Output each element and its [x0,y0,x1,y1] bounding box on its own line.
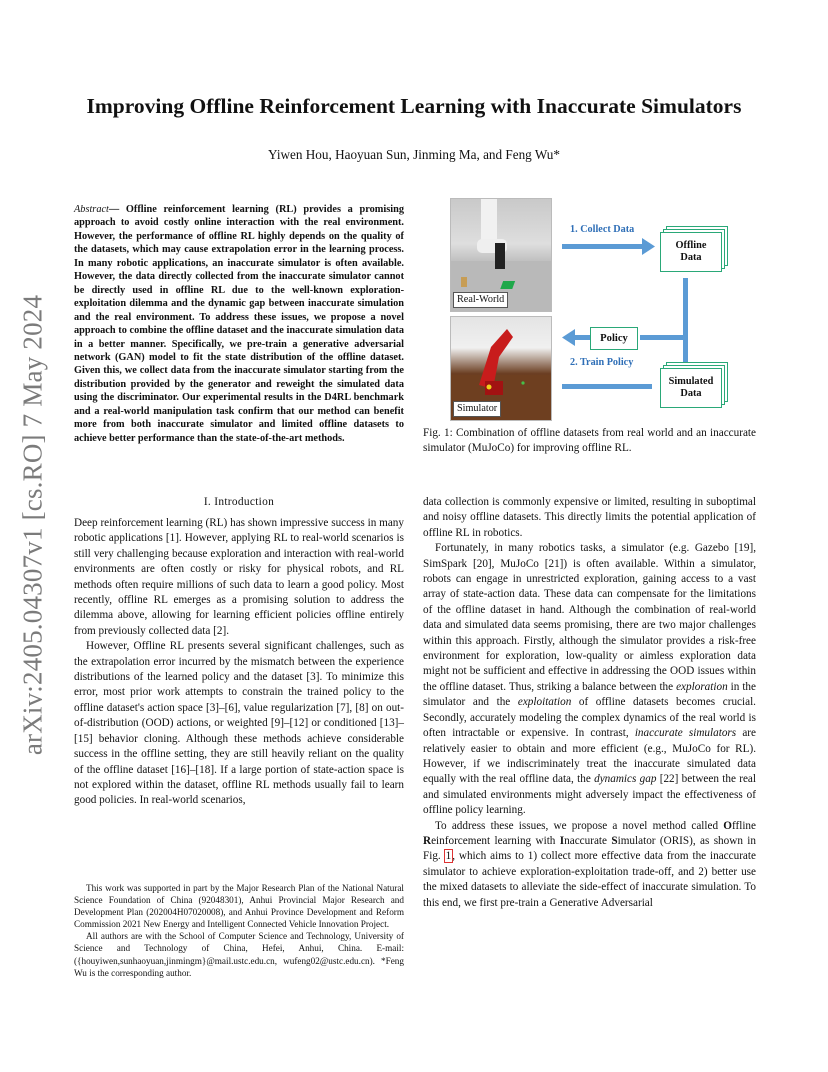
acronym-letter-s: S [611,834,618,847]
right-column-body [423,495,756,911]
affiliation-footnote: All authors are with the School of Computer Science and Technology, University of Science and Technology of China, Hefei, Anhui, China. E-mail: ({houyiwen,sunhaoyuan,jinmingm}@mail.ustc.edu.cn, wufeng02@ustc.edu.cn). *Feng Wu is the corresponding author. [74,931,404,978]
figure-1-link[interactable]: 1 [445,850,452,863]
intro-paragraph-2: However, Offline RL presents several significant challenges, such as the extrapolation error incurred by the mismatch between the experience distributions of the learned policy and the dataset [3]. To minimize this error, most prior work attempts to constrain the trained policy to the offline dataset's action space [3]–[6], value regularization [7], [8] on out-of-distribution (OOD) actions, or weighted [9]–[12] or conditioned [13]–[15] behavior cloning. Although these methods achieve considerable success in the offline setting, they are still heavily reliant on the quality of the offline dataset [16]–[18]. If a large portion of state-action space is not explored within the dataset, offline RL methods usually fail to learn good policies. In real-world scenarios, [74,640,404,807]
abstract-text: — Offline reinforcement learning (RL) provides a promising approach to avoid costly online interaction with the real environment. However, the performance of offline RL highly depends on the quality of the datasets, which may cause extrapolation error in the learning process. In many robotic applications, an inaccurate simulator is often available. However, the data directly collected from the inaccurate simulator cannot be directly used in offline RL due to the well-known exploration-exploitation dilemma and the dynamic gap between inaccurate simulation and the real environment. To address these issues, we propose a novel approach to combine the offline dataset and the inaccurate simulation data in a better manner. Specifically, we pre-train a generative adversarial network (GAN) model to fit the state distribution of the offline dataset. Given this, we collect data from the inaccurate simulator starting from the distribution provided by the generator and reweight the simulated data using the discriminator. Our experimental results in the D4RL benchmark and a real-world manipulation task confirm that our method can benefit more from both inaccurate simulator and limited offline datasets to achieve better performance than the state-of-the-art methods. [74,204,404,444]
p3-text-d: naccurate [564,834,612,847]
real-world-label: Real-World [453,292,508,308]
emphasis-exploitation: exploitation [517,696,572,709]
arxiv-stamp [18,285,48,765]
footnotes [74,882,404,979]
policy-box: Policy [590,327,638,350]
simulator-label: Simulator [453,401,501,417]
author-list: Yiwen Hou, Haoyuan Sun, Jinming Ma, and Feng Wu* [268,147,560,162]
offline-data-line1: Offline [675,239,707,251]
simulated-data-stack [660,362,724,402]
right-paragraph-3 [423,819,756,911]
right-paragraph-1: data collection is commonly expensive or limited, resulting in suboptimal and noisy offline datasets. This directly limits the potential application of offline RL in robotics. [423,496,756,539]
train-policy-label: 2. Train Policy [570,357,634,368]
acronym-letter-r: R [423,834,432,847]
p3-text-f: , which aims to 1) collect more effective data from the inaccurate simulator to achieve exploration-exploitation trade-off, and 2) better use the mixed datasets to alleviate the side-effect of inaccurate simulation. To this end, we first pre-train a Generative Adversarial [423,850,756,909]
simulated-data-line1: Simulated [668,375,714,387]
emphasis-exploration: exploration [676,680,728,693]
intro-paragraph-1: Deep reinforcement learning (RL) has shown impressive success in many robotic applications [1]. However, applying RL to real-world scenarios is still very challenging because exploration and interaction with real-world environments are often costly or risky for physical robots, and RL methods often require millions of such data to learn a good policy. Most recently, offline RL emerges as a promising solution to address the dilemma above, allowing for learning efficient policies offline entirely from previously collected data [2]. [74,517,404,637]
right-paragraph-2 [423,541,756,818]
offline-data-line2: Data [680,252,702,263]
arxiv-stamp-text: arXiv:2405.04307v1 [cs.RO] 7 May 2024 [17,294,48,756]
abstract [74,203,404,445]
acronym-letter-o: O [723,819,732,832]
p3-text-b: ffline [731,819,756,832]
paper-title: Improving Offline Reinforcement Learning with Inaccurate Simulators [86,94,742,118]
emphasis-dynamics-gap: dynamics gap [594,773,657,786]
figure-caption: Fig. 1: Combination of offline datasets from real world and an inaccurate simulator (MuJoCo) for improving offline RL. [423,427,756,455]
p2-text-c: of offline datasets becomes crucial. Secondly, accurately modeling the complex dynamics of the real world is often intractable or expensive. In contrast, [423,696,756,740]
simulated-data-line2: Data [680,388,702,399]
funding-footnote: This work was supported in part by the Major Research Plan of the National Natural Science Foundation of China (92048301), Anhui Provincial Major Research and Development Plan (202004H07020008), and Anhui Province Development and Reform Commission 2021 New Energy and Intelligent Connected Vehicle Innovation Project. [74,883,404,930]
p3-text-e: imulator (ORIS), as shown in Fig. [423,834,756,863]
acronym-letter-i: I [559,834,565,847]
p3-text-a: To address these issues, we propose a novel method called [435,819,724,832]
offline-data-stack [660,226,724,266]
section-heading: I. Introduction [203,496,275,508]
collect-data-label: 1. Collect Data [570,224,635,235]
p2-text-a: Fortunately, in many robotics tasks, a simulator (e.g. Gazebo [19], SimSpark [20], MuJoCo [21]) is often available. Within a simulator, robots can engage in unrestricted exploration, gaining access to a vast array of state-action data. These data can compensate for the limitations of the offline dataset in hand. Although the combination of real-world data and simulated data seems promising, there are two major challenges within this approach. Firstly, although the simulator provides a risk-free environment for exploration, low-quality or aimless exploration data might not be sufficient and effective in addressing the OOD issues within the offline dataset. Thus, striking a balance between the [423,542,756,693]
figure-1 [450,198,750,420]
emphasis-inaccurate-simulators: inaccurate simulators [634,727,737,740]
p2-text-e: [22] between the real and simulated environments might adversely impact the effectiveness of offline policy learning. [423,773,756,817]
p2-text-b: in the simulator and the [423,680,756,709]
abstract-label: Abstract [74,204,109,215]
p3-text-c: einforcement learning with [431,834,560,847]
left-column-body [74,516,404,809]
p2-text-d: are relatively easier to obtain and more efficient (e.g., MuJoCo for RL). However, if we indiscriminately treat the inaccurate simulated data equally with the real offline data, the [423,727,756,786]
